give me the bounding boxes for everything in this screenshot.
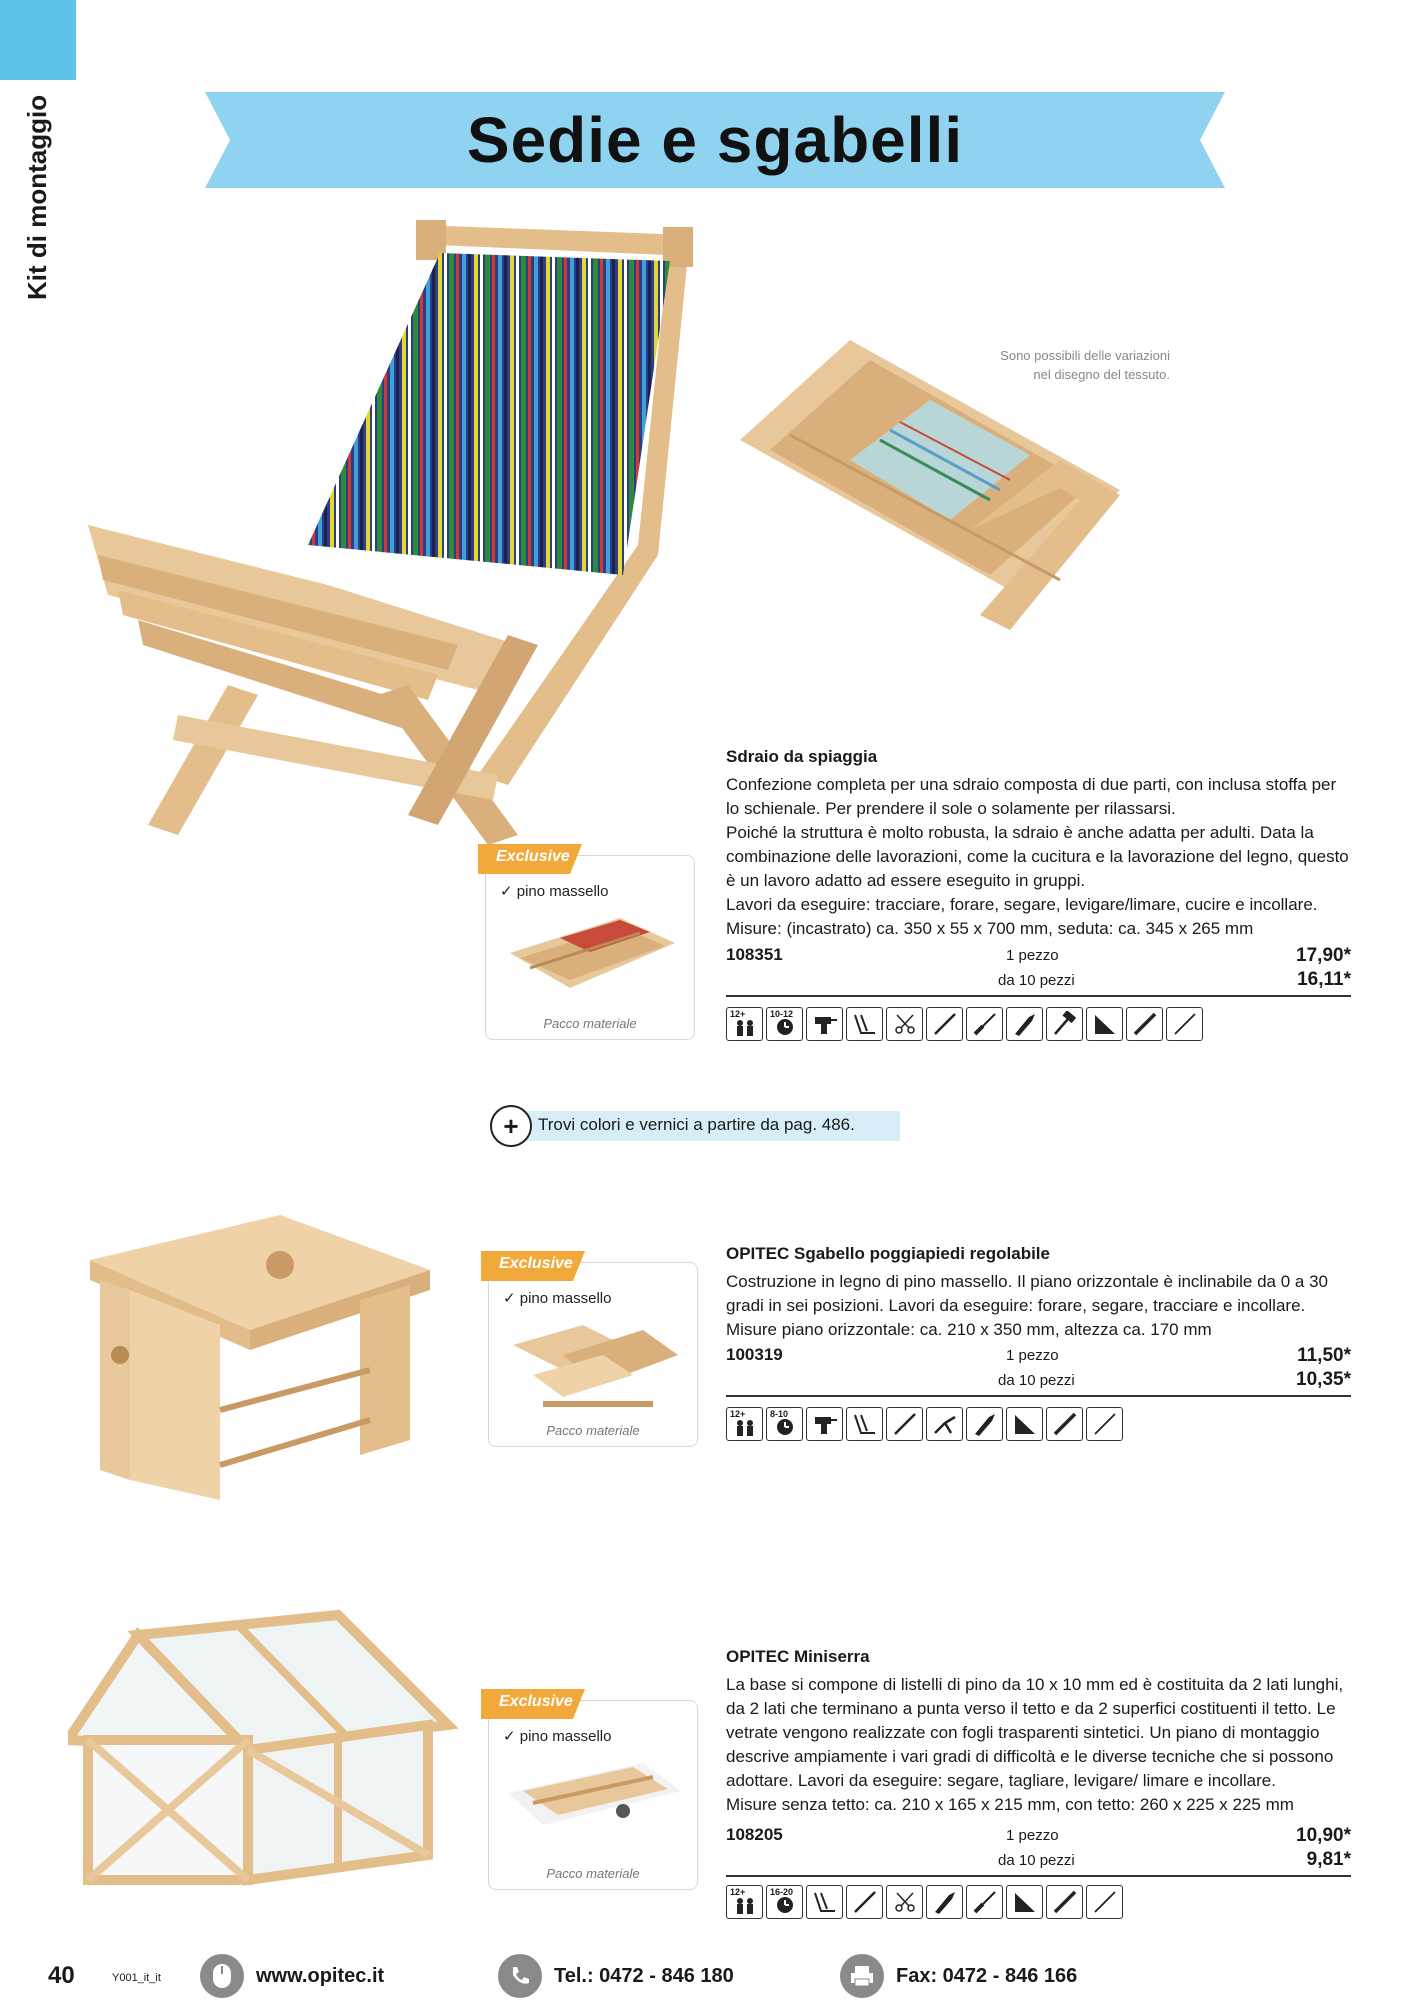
page-title: Sedie e sgabelli xyxy=(466,104,964,176)
quantity-single: 1 pezzo xyxy=(1006,1827,1059,1844)
time-icon xyxy=(766,1407,803,1441)
phone-link[interactable] xyxy=(498,1954,734,1998)
product-code: 100319 xyxy=(726,1345,783,1364)
brush-icon xyxy=(1086,1885,1123,1919)
beach-chair-image xyxy=(78,215,718,860)
info-text: Trovi colori e vernici a partire da pag. 486. xyxy=(538,1115,855,1134)
hammer-icon xyxy=(1046,1007,1083,1041)
exclusive-box xyxy=(488,1255,698,1447)
knife-icon xyxy=(926,1885,963,1919)
pencil-icon xyxy=(1126,1007,1163,1041)
product-title: OPITEC Miniserra xyxy=(726,1647,870,1666)
time-icon xyxy=(766,1007,803,1041)
product-description xyxy=(726,1242,1351,1342)
pencil-icon xyxy=(1046,1885,1083,1919)
material-pack-image xyxy=(500,908,680,1003)
square-ruler-icon xyxy=(1086,1007,1123,1041)
price-block xyxy=(726,1345,1351,1397)
description-paragraph: La base si compone di listelli di pino da 10 x 10 mm ed è costituita da 2 lati lunghi, da 2 lati che terminano a punta verso il tetto e da 2 superfici costituenti il tetto. Le vetrate vengono realizzate con fogli trasparenti sintetici. Un piano di montaggio descrive ampiamente i vari gradi di difficoltà e le diverse tecniche che si possono adottare. Lavori da eseguire: segare, tagliare, levigare/ limare e incollare. xyxy=(726,1675,1344,1790)
time-label: 16-20 xyxy=(770,1887,794,1897)
product-code: 108351 xyxy=(726,945,783,964)
exclusive-tag xyxy=(481,1251,585,1281)
square-ruler-icon xyxy=(1006,1885,1043,1919)
greenhouse-image xyxy=(68,1605,458,1900)
knife-icon xyxy=(1006,1007,1043,1041)
saw-icon xyxy=(846,1407,883,1441)
price-single: 10,90* xyxy=(1296,1825,1351,1846)
page-footer xyxy=(0,1940,1416,2000)
clamp-icon xyxy=(926,1407,963,1441)
price-block xyxy=(726,1825,1351,1877)
brush-icon xyxy=(1086,1407,1123,1441)
price-single: 17,90* xyxy=(1296,945,1351,966)
fabric-variation-note xyxy=(960,346,1170,384)
awl-icon xyxy=(926,1007,963,1041)
exclusive-label: Exclusive xyxy=(499,1693,573,1710)
brush-icon xyxy=(1166,1007,1203,1041)
fax-icon xyxy=(840,1954,884,1998)
price-single: 11,50* xyxy=(1297,1345,1351,1366)
scissors-icon xyxy=(886,1885,923,1919)
description-paragraph: Costruzione in legno di pino massello. Il piano orizzontale è inclinabile da 0 a 30 gradi in sei posizioni. Lavori da eseguire: forare, segare, tracciare e incollare. Misure piano orizzontale: ca. 210 x 350 mm, altezza ca. 170 mm xyxy=(726,1272,1328,1339)
corner-tab xyxy=(0,0,76,80)
fax-text: Fax: 0472 - 846 166 xyxy=(896,1964,1078,1987)
awl-icon xyxy=(886,1407,923,1441)
footstool-image xyxy=(80,1210,440,1505)
note-line-1: Sono possibili delle variazioni xyxy=(1000,348,1170,363)
time-label: 8-10 xyxy=(770,1409,789,1419)
description-paragraph: Misure senza tetto: ca. 210 x 165 x 215 mm, con tetto: 260 x 225 x 225 mm xyxy=(726,1795,1294,1814)
skill-icons xyxy=(726,1407,1123,1441)
mouse-icon xyxy=(200,1954,244,1998)
fax-link[interactable] xyxy=(840,1954,1077,1998)
price-block xyxy=(726,945,1351,997)
exclusive-label: Exclusive xyxy=(499,1255,573,1272)
skill-icons xyxy=(726,1007,1203,1041)
age-icon xyxy=(726,1007,763,1041)
description-paragraph: Confezione completa per una sdraio composta di due parti, con inclusa stoffa per lo schienale. Per prendere il sole o solamente per rilassarsi. xyxy=(726,775,1337,818)
description-paragraph: Lavori da eseguire: tracciare, forare, segare, levigare/limare, cucire e incollare. xyxy=(726,895,1318,914)
exclusive-tag xyxy=(481,1689,585,1719)
website-text: www.opitec.it xyxy=(256,1964,385,1987)
quantity-single: 1 pezzo xyxy=(1006,947,1059,964)
title-banner xyxy=(205,92,1225,188)
exclusive-box xyxy=(485,848,695,1040)
product-title: Sdraio da spiaggia xyxy=(726,747,878,766)
age-label: 12+ xyxy=(730,1009,746,1019)
quantity-single: 1 pezzo xyxy=(1006,1347,1059,1364)
description-paragraph: Misure: (incastrato) ca. 350 x 55 x 700 mm, seduta: ca. 345 x 265 mm xyxy=(726,919,1254,938)
page-number: 40 xyxy=(48,1962,75,1989)
material-label: ✓ pino massello xyxy=(503,1728,612,1745)
material-label: ✓ pino massello xyxy=(500,883,609,900)
price-ten: 9,81* xyxy=(1306,1849,1351,1870)
price-ten: 16,11* xyxy=(1297,969,1351,990)
phone-icon xyxy=(498,1954,542,1998)
plus-icon: + xyxy=(490,1105,532,1147)
product-description xyxy=(726,1645,1351,1817)
material-pack-caption: Pacco materiale xyxy=(543,1016,637,1031)
material-pack-caption: Pacco materiale xyxy=(546,1866,640,1881)
knife-icon xyxy=(966,1407,1003,1441)
pencil-icon xyxy=(1046,1407,1083,1441)
drill-icon xyxy=(806,1007,843,1041)
material-pack-image xyxy=(503,1753,683,1858)
age-label: 12+ xyxy=(730,1409,746,1419)
file-icon xyxy=(966,1007,1003,1041)
awl-icon xyxy=(846,1885,883,1919)
age-label: 12+ xyxy=(730,1887,746,1897)
exclusive-box xyxy=(488,1693,698,1890)
product-description xyxy=(726,745,1351,941)
time-label: 10-12 xyxy=(770,1009,794,1019)
square-ruler-icon xyxy=(1006,1407,1043,1441)
info-note xyxy=(490,1105,900,1141)
description-paragraph: Poiché la struttura è molto robusta, la sdraio è anche adatta per adulti. Data la combinazione delle lavorazioni, come la cucitura e la lavorazione del legno, questo è un lavoro adatto ad essere eseguito in gruppi. xyxy=(726,823,1349,890)
product-title: OPITEC Sgabello poggiapiedi regolabile xyxy=(726,1244,1050,1263)
product-code: 108205 xyxy=(726,1825,783,1844)
age-icon xyxy=(726,1407,763,1441)
saw-icon xyxy=(806,1885,843,1919)
phone-text: Tel.: 0472 - 846 180 xyxy=(554,1964,734,1987)
note-line-2: nel disegno del tessuto. xyxy=(1033,367,1170,382)
exclusive-label: Exclusive xyxy=(496,848,570,865)
price-ten: 10,35* xyxy=(1296,1369,1351,1390)
quantity-ten: da 10 pezzi xyxy=(998,1372,1075,1389)
saw-icon xyxy=(846,1007,883,1041)
material-pack-caption: Pacco materiale xyxy=(546,1423,640,1438)
scissors-icon xyxy=(886,1007,923,1041)
time-icon xyxy=(766,1885,803,1919)
section-label: Kit di montaggio xyxy=(22,94,52,300)
age-icon xyxy=(726,1885,763,1919)
catalog-code: Y001_it_it xyxy=(112,1972,161,1984)
material-label: ✓ pino massello xyxy=(503,1290,612,1307)
drill-icon xyxy=(806,1407,843,1441)
skill-icons xyxy=(726,1885,1123,1919)
quantity-ten: da 10 pezzi xyxy=(998,1852,1075,1869)
exclusive-tag xyxy=(478,844,582,874)
website-link[interactable] xyxy=(200,1954,384,1998)
quantity-ten: da 10 pezzi xyxy=(998,972,1075,989)
material-pack-image xyxy=(503,1315,683,1415)
file-icon xyxy=(966,1885,1003,1919)
